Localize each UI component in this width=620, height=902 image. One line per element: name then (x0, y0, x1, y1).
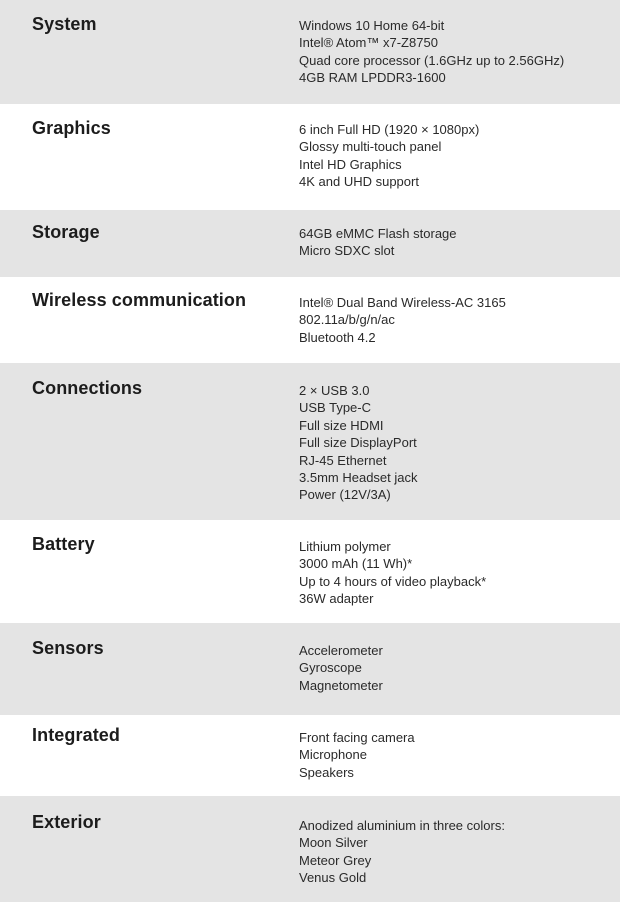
spec-values-exterior (299, 817, 505, 887)
spec-value: Glossy multi-touch panel (299, 139, 442, 155)
spec-value: 6 inch Full HD (1920 × 1080px) (299, 122, 480, 137)
spec-value: Windows 10 Home 64-bit (299, 18, 445, 33)
spec-title-integrated: Integrated (32, 725, 121, 745)
spec-title-exterior: Exterior (32, 812, 101, 832)
spec-value: Accelerometer (299, 643, 383, 658)
spec-value: Full size HDMI (299, 417, 384, 433)
spec-row-graphics (0, 104, 620, 210)
spec-value: 802.11a/b/g/n/ac (299, 312, 395, 328)
spec-value: Bluetooth 4.2 (299, 329, 376, 345)
spec-value: Intel HD Graphics (299, 156, 402, 172)
spec-value: Intel® Atom™ x7-Z8750 (299, 35, 438, 51)
spec-value: Up to 4 hours of video playback* (299, 573, 487, 589)
spec-value: RJ-45 Ethernet (299, 452, 387, 468)
spec-row-sensors (0, 623, 620, 715)
spec-value: Anodized aluminium in three colors: (299, 818, 505, 833)
spec-row-exterior (0, 796, 620, 902)
spec-value: Moon Silver (299, 835, 368, 851)
spec-values-connections (299, 382, 418, 504)
spec-value: 64GB eMMC Flash storage (299, 226, 457, 241)
spec-value: Microphone (299, 747, 367, 763)
spec-value: Gyroscope (299, 660, 362, 676)
spec-row-wireless-communication (0, 277, 620, 363)
spec-title-sensors: Sensors (32, 638, 104, 658)
spec-value: Speakers (299, 764, 354, 780)
spec-values-battery (299, 538, 486, 608)
spec-title-connections: Connections (32, 378, 143, 398)
spec-values-storage (299, 225, 457, 260)
spec-value: 4K and UHD support (299, 174, 419, 190)
spec-row-connections (0, 363, 620, 520)
spec-title-battery: Battery (32, 534, 95, 554)
spec-row-system (0, 0, 620, 104)
spec-row-storage (0, 210, 620, 277)
spec-value: Lithium polymer (299, 539, 391, 554)
spec-value: Front facing camera (299, 730, 415, 745)
spec-values-system (299, 17, 564, 87)
spec-value: Quad core processor (1.6GHz up to 2.56GHz) (299, 52, 565, 68)
spec-value: Magnetometer (299, 677, 383, 693)
spec-title-system: System (32, 14, 97, 34)
spec-value: Meteor Grey (299, 852, 372, 868)
spec-title-storage: Storage (32, 222, 100, 242)
spec-values-graphics (299, 121, 479, 191)
spec-values-wireless-communication (299, 294, 506, 346)
spec-values-sensors (299, 642, 383, 694)
spec-value: Intel® Dual Band Wireless-AC 3165 (299, 295, 506, 310)
spec-value: Micro SDXC slot (299, 243, 395, 259)
spec-row-battery (0, 520, 620, 623)
spec-value: 4GB RAM LPDDR3-1600 (299, 70, 446, 86)
spec-value: 36W adapter (299, 591, 374, 607)
spec-values-integrated (299, 729, 415, 781)
spec-title-wireless-communication: Wireless communication (32, 290, 247, 310)
spec-value: 3.5mm Headset jack (299, 470, 418, 486)
spec-title-graphics: Graphics (32, 118, 111, 138)
spec-row-integrated (0, 715, 620, 796)
spec-value: 3000 mAh (11 Wh)* (299, 556, 413, 572)
spec-value: Venus Gold (299, 870, 367, 886)
spec-value: USB Type-C (299, 400, 372, 416)
spec-value: Power (12V/3A) (299, 487, 391, 503)
spec-value: Full size DisplayPort (299, 435, 417, 451)
spec-value: 2 × USB 3.0 (299, 383, 370, 398)
